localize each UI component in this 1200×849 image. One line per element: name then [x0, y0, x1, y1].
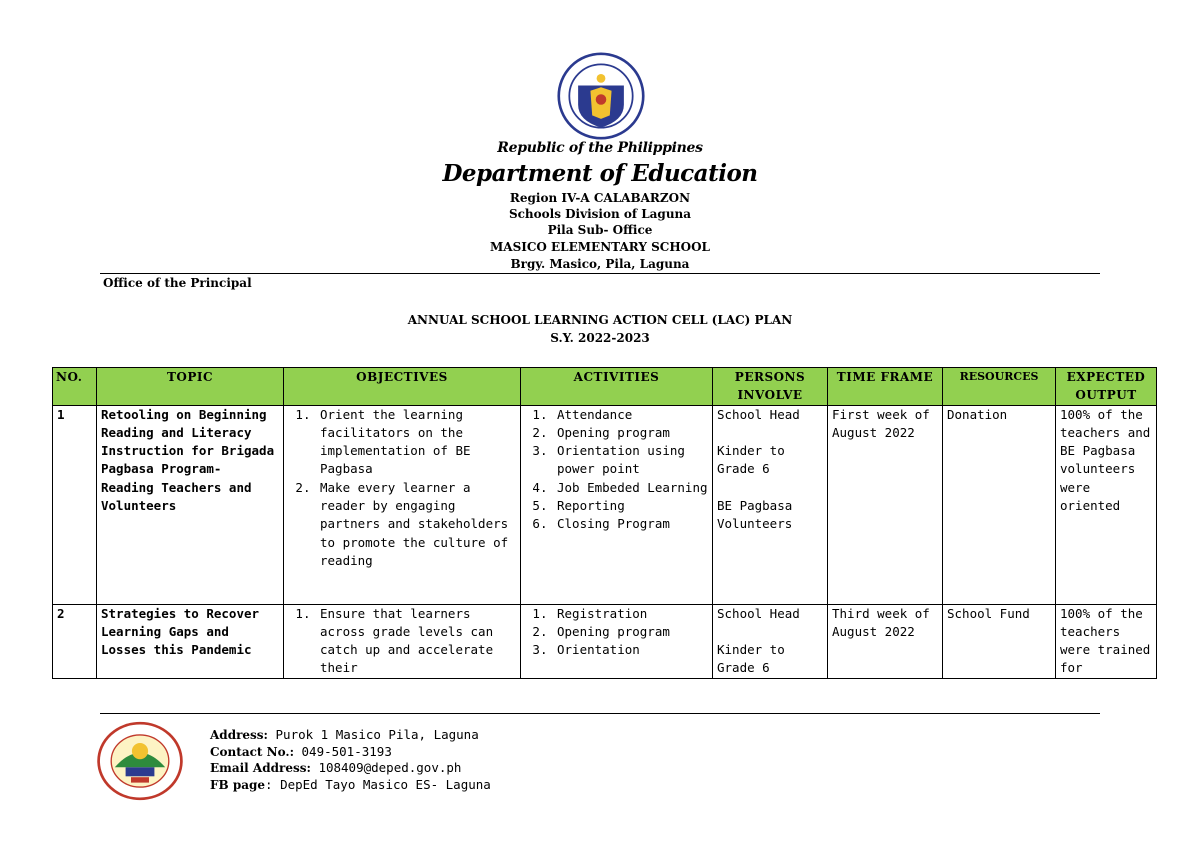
table-row [53, 604, 1157, 678]
row-expected-output: 100% of the teachers were trained for [1056, 604, 1157, 678]
table-row [53, 405, 1157, 604]
sub-office-line: Pila Sub- Office [547, 223, 653, 237]
col-header-output: EXPECTED OUTPUT [1056, 368, 1157, 406]
lac-plan-table [52, 367, 1157, 679]
footer-email [210, 760, 491, 777]
division-line: Schools Division of Laguna [508, 207, 692, 221]
contact-label: Contact No.: [210, 744, 294, 759]
row-objectives [284, 405, 521, 604]
row-time-frame: Third week of August 2022 [828, 604, 943, 678]
contact-value: 049-501-3193 [301, 743, 392, 759]
footer-divider [100, 713, 1100, 714]
email-label: Email Address: [210, 761, 311, 775]
email-value[interactable]: 108409@deped.gov.ph [318, 760, 462, 775]
row-expected-output: 100% of the teachers and BE Pagbasa volunteers were oriented [1056, 405, 1157, 604]
objective-item: 2. Make every learner a reader by engaging partners and stakeholders to promote the culture of reading [318, 479, 516, 570]
col-header-resources: RESOURCES [943, 368, 1056, 406]
school-address-line: Brgy. Masico, Pila, Laguna [510, 257, 690, 271]
row-objectives [284, 604, 521, 678]
school-seal-logo [95, 720, 185, 802]
col-header-no: NO. [53, 368, 97, 406]
school-name-line: MASICO ELEMENTARY SCHOOL [489, 240, 710, 254]
activity-item: 6. Closing Program [555, 515, 708, 533]
activity-item: 2. Opening program [555, 424, 708, 442]
person-entry: BE Pagbasa Volunteers [717, 498, 793, 532]
col-header-objectives: OBJECTIVES [284, 368, 521, 406]
activity-item: 2. Opening program [555, 623, 708, 641]
row-persons [713, 604, 828, 678]
fb-label: FB page [210, 777, 266, 792]
address-label: Address: [210, 728, 268, 742]
plan-school-year: S.Y. 2022-2023 [550, 331, 650, 345]
row-resources: School Fund [943, 604, 1056, 678]
objective-item: 1. Ensure that learners across grade levels can catch up and accelerate their [318, 605, 516, 678]
person-entry: Kinder to Grade 6 [717, 443, 785, 477]
contact-footer [210, 727, 491, 793]
republic-heading: Republic of the Philippines [497, 140, 703, 156]
header-divider [100, 273, 1100, 274]
footer-fb [210, 777, 491, 794]
objective-item: 1. Orient the learning facilitators on the implementation of BE Pagbasa [318, 406, 516, 479]
col-header-activities: ACTIVITIES [521, 368, 713, 406]
activity-item: 1. Attendance [555, 406, 708, 424]
activity-item: 3. Orientation [555, 641, 708, 659]
row-resources: Donation [943, 405, 1056, 604]
col-header-persons: PERSONS INVOLVE [713, 368, 828, 406]
footer-contact [210, 744, 491, 761]
table-header-row [53, 368, 1157, 406]
person-entry: Kinder to Grade 6 [717, 642, 785, 676]
activity-item: 3. Orientation using power point [555, 442, 708, 479]
row-number: 2 [53, 604, 97, 678]
plan-title: ANNUAL SCHOOL LEARNING ACTION CELL (LAC) PLAN [407, 313, 793, 327]
deped-seal-logo [557, 52, 645, 140]
row-time-frame: First week of August 2022 [828, 405, 943, 604]
activity-item: 1. Registration [555, 605, 708, 623]
activity-item: 4. Job Embeded Learning [555, 479, 708, 497]
activity-item: 5. Reporting [555, 497, 708, 515]
row-topic: Retooling on Beginning Reading and Literacy Instruction for Brigada Pagbasa Program- Reading Teachers and Volunteers [97, 405, 284, 604]
row-activities [521, 405, 713, 604]
footer-address [210, 727, 491, 744]
office-label: Office of the Principal [103, 276, 252, 290]
col-header-time: TIME FRAME [828, 368, 943, 406]
region-line: Region IV-A CALABARZON [509, 191, 691, 205]
row-persons [713, 405, 828, 604]
address-value: Purok 1 Masico Pila, Laguna [275, 727, 479, 742]
department-heading: Department of Education [442, 160, 758, 187]
person-entry: School Head [717, 406, 800, 422]
col-header-topic: TOPIC [97, 368, 284, 406]
fb-value: : DepEd Tayo Masico ES- Laguna [265, 776, 491, 792]
row-topic: Strategies to Recover Learning Gaps and Losses this Pandemic [97, 604, 284, 678]
row-activities [521, 604, 713, 678]
person-entry: School Head [717, 605, 800, 621]
row-number: 1 [53, 405, 97, 604]
